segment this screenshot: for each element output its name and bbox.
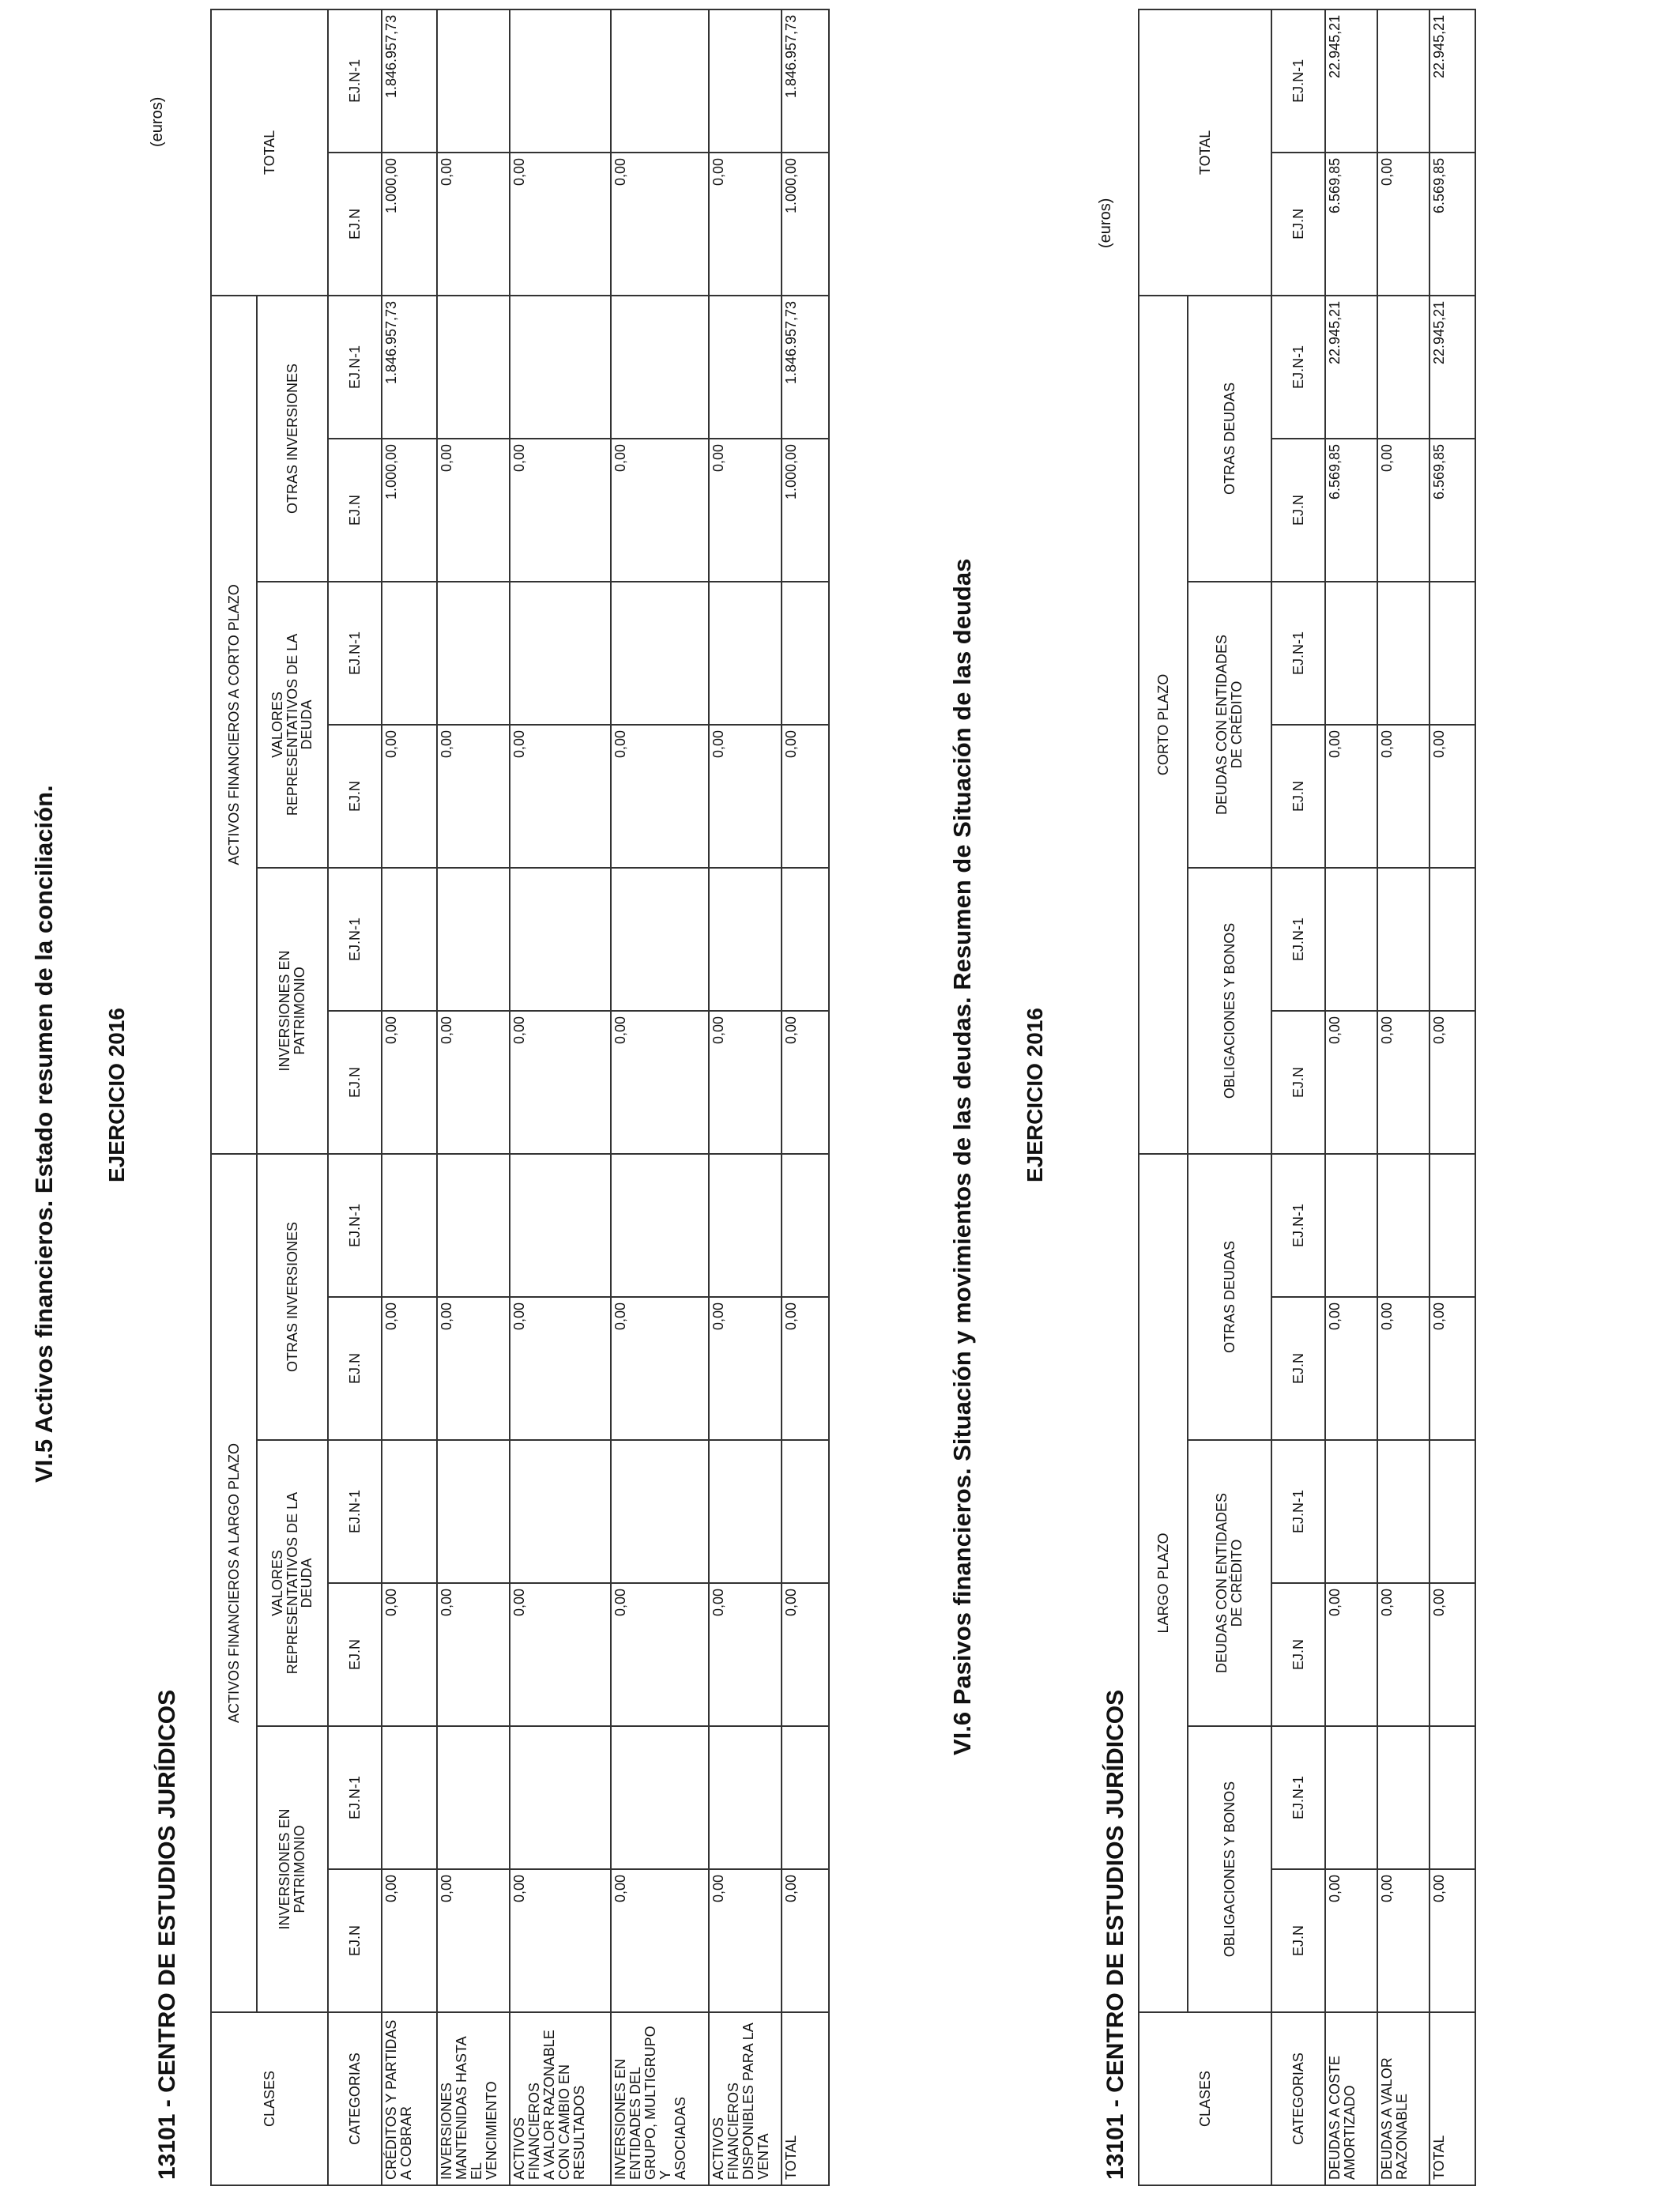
- value-cell: [709, 9, 782, 153]
- section-subtitle: EJERCICIO 2016: [104, 1008, 129, 1182]
- activos-table: [210, 9, 830, 2186]
- value-cell: 0,00: [611, 1869, 709, 2012]
- value-cell: [437, 582, 510, 725]
- header-categorias: CATEGORIAS: [1271, 2012, 1325, 2185]
- header-ejn: EJ.N: [328, 1011, 382, 1154]
- table-row: [1430, 9, 1475, 2185]
- header-ejn1: EJ.N-1: [328, 582, 382, 725]
- row-category: DEUDAS A VALOR RAZONABLE: [1377, 2012, 1430, 2185]
- value-cell: [1377, 1726, 1430, 1869]
- value-cell: 6.569,85: [1430, 439, 1475, 582]
- value-cell: 0,00: [1325, 1583, 1377, 1726]
- header-largo: ACTIVOS FINANCIEROS A LARGO PLAZO: [211, 1154, 257, 2012]
- value-cell: [1377, 9, 1430, 153]
- value-cell: [782, 582, 829, 725]
- value-cell: 0,00: [709, 439, 782, 582]
- value-cell: [382, 1726, 437, 1869]
- value-cell: 0,00: [782, 1583, 829, 1726]
- header-ejn1: EJ.N-1: [1271, 868, 1325, 1011]
- value-cell: 0,00: [510, 1583, 611, 1726]
- value-cell: 0,00: [510, 725, 611, 868]
- value-cell: 22.945,21: [1325, 9, 1377, 153]
- header-ejn1: EJ.N-1: [328, 1154, 382, 1297]
- value-cell: 0,00: [382, 725, 437, 868]
- value-cell: 1.000,00: [382, 439, 437, 582]
- value-cell: 0,00: [510, 439, 611, 582]
- value-cell: 0,00: [510, 1869, 611, 2012]
- header-entidades-cp: DEUDAS CON ENTIDADES DE CRÉDITO: [1188, 582, 1271, 868]
- value-cell: [437, 1726, 510, 1869]
- value-cell: [782, 868, 829, 1011]
- value-cell: 0,00: [1325, 1869, 1377, 2012]
- value-cell: 0,00: [437, 153, 510, 296]
- header-ejn1: EJ.N-1: [328, 1726, 382, 1869]
- row-category: CRÉDITOS Y PARTIDAS A COBRAR: [382, 2012, 437, 2185]
- value-cell: [611, 9, 709, 153]
- value-cell: [510, 1154, 611, 1297]
- unit-label: (euros): [1097, 198, 1114, 248]
- table-row: [611, 9, 709, 2185]
- value-cell: [510, 582, 611, 725]
- value-cell: 0,00: [510, 153, 611, 296]
- value-cell: 1.000,00: [382, 153, 437, 296]
- value-cell: 0,00: [611, 153, 709, 296]
- value-cell: 0,00: [1377, 1583, 1430, 1726]
- row-category: ACTIVOS FINANCIEROS A VALOR RAZONABLE CON CAMBIO EN RESULTADOS: [510, 2012, 611, 2185]
- value-cell: 0,00: [1325, 1297, 1377, 1440]
- value-cell: 1.846.957,73: [382, 296, 437, 439]
- value-cell: [709, 1154, 782, 1297]
- value-cell: [1325, 582, 1377, 725]
- header-obligaciones-cp: OBLIGACIONES Y BONOS: [1188, 868, 1271, 1154]
- value-cell: 0,00: [1430, 1869, 1475, 2012]
- value-cell: 0,00: [382, 1583, 437, 1726]
- value-cell: 0,00: [782, 1869, 829, 2012]
- value-cell: 0,00: [1377, 439, 1430, 582]
- value-cell: 0,00: [1430, 725, 1475, 868]
- header-inv-patrimonio-cp: INVERSIONES EN PATRIMONIO: [257, 868, 328, 1154]
- section-pasivos: [948, 0, 1680, 2194]
- value-cell: [611, 296, 709, 439]
- header-ejn1: EJ.N-1: [1271, 582, 1325, 725]
- table-row: [382, 9, 437, 2185]
- header-ejn1: EJ.N-1: [1271, 9, 1325, 153]
- value-cell: [437, 1154, 510, 1297]
- value-cell: [437, 868, 510, 1011]
- row-category: TOTAL: [1430, 2012, 1475, 2185]
- header-ejn: EJ.N: [1271, 439, 1325, 582]
- table-row: [1325, 9, 1377, 2185]
- value-cell: 0,00: [709, 1011, 782, 1154]
- value-cell: [611, 582, 709, 725]
- value-cell: 1.846.957,73: [782, 296, 829, 439]
- value-cell: [1325, 1440, 1377, 1583]
- value-cell: 0,00: [510, 1011, 611, 1154]
- value-cell: [382, 868, 437, 1011]
- value-cell: [1430, 1154, 1475, 1297]
- value-cell: [1325, 1726, 1377, 1869]
- row-category: TOTAL: [782, 2012, 829, 2185]
- table-row: [1377, 9, 1430, 2185]
- pasivos-rows: [1325, 9, 1475, 2185]
- value-cell: 0,00: [709, 1583, 782, 1726]
- value-cell: 0,00: [382, 1297, 437, 1440]
- value-cell: 0,00: [709, 1869, 782, 2012]
- value-cell: [1377, 1154, 1430, 1297]
- value-cell: 0,00: [1430, 1011, 1475, 1154]
- header-ejn1: EJ.N-1: [1271, 1726, 1325, 1869]
- value-cell: [709, 1440, 782, 1583]
- value-cell: 0,00: [437, 1297, 510, 1440]
- value-cell: [611, 1440, 709, 1583]
- value-cell: [510, 296, 611, 439]
- header-ejn1: EJ.N-1: [1271, 1154, 1325, 1297]
- header-corto: ACTIVOS FINANCIEROS A CORTO PLAZO: [211, 296, 257, 1154]
- header-ejn: EJ.N: [1271, 1583, 1325, 1726]
- value-cell: 0,00: [611, 1297, 709, 1440]
- value-cell: 0,00: [1377, 1869, 1430, 2012]
- value-cell: 0,00: [1325, 725, 1377, 868]
- header-ejn1: EJ.N-1: [1271, 296, 1325, 439]
- value-cell: 0,00: [611, 725, 709, 868]
- value-cell: [611, 1726, 709, 1869]
- header-ejn1: EJ.N-1: [328, 296, 382, 439]
- header-total: TOTAL: [211, 9, 328, 296]
- value-cell: [382, 1154, 437, 1297]
- value-cell: 0,00: [382, 1011, 437, 1154]
- value-cell: [1325, 1154, 1377, 1297]
- value-cell: 0,00: [709, 1297, 782, 1440]
- value-cell: [782, 1154, 829, 1297]
- value-cell: 0,00: [1325, 1011, 1377, 1154]
- header-ejn1: EJ.N-1: [328, 9, 382, 153]
- value-cell: [709, 296, 782, 439]
- table-row: [782, 9, 829, 2185]
- header-largo: LARGO PLAZO: [1139, 1154, 1188, 2012]
- header-valores-cp: VALORES REPRESENTATIVOS DE LA DEUDA: [257, 582, 328, 868]
- value-cell: [1430, 868, 1475, 1011]
- value-cell: 22.945,21: [1430, 9, 1475, 153]
- value-cell: 1.846.957,73: [382, 9, 437, 153]
- value-cell: [437, 1440, 510, 1583]
- value-cell: [510, 1726, 611, 1869]
- section-title: VI.5 Activos financieros. Estado resumen de la conciliación.: [30, 785, 58, 1483]
- header-ejn: EJ.N: [1271, 725, 1325, 868]
- value-cell: 0,00: [1377, 1011, 1430, 1154]
- value-cell: 6.569,85: [1325, 153, 1377, 296]
- header-ejn: EJ.N: [328, 725, 382, 868]
- header-total: TOTAL: [1139, 9, 1271, 296]
- header-ejn: EJ.N: [1271, 153, 1325, 296]
- header-otras-lp: OTRAS INVERSIONES: [257, 1154, 328, 1440]
- header-clases: CLASES: [211, 2012, 328, 2185]
- header-ejn: EJ.N: [1271, 1297, 1325, 1440]
- value-cell: 0,00: [611, 439, 709, 582]
- value-cell: 0,00: [437, 725, 510, 868]
- value-cell: 0,00: [437, 1011, 510, 1154]
- value-cell: [437, 9, 510, 153]
- value-cell: [1430, 1726, 1475, 1869]
- header-ejn: EJ.N: [1271, 1869, 1325, 2012]
- row-category: DEUDAS A COSTE AMORTIZADO: [1325, 2012, 1377, 2185]
- row-category: INVERSIONES EN ENTIDADES DEL GRUPO, MULTIGRUPO Y ASOCIADAS: [611, 2012, 709, 2185]
- value-cell: [510, 9, 611, 153]
- header-ejn: EJ.N: [328, 153, 382, 296]
- value-cell: 0,00: [611, 1011, 709, 1154]
- value-cell: 0,00: [709, 153, 782, 296]
- value-cell: 6.569,85: [1430, 153, 1475, 296]
- section-title: VI.6 Pasivos financieros. Situación y movimientos de las deudas. Resumen de Situación de las deudas: [948, 558, 976, 1755]
- header-ejn: EJ.N: [328, 1583, 382, 1726]
- value-cell: 0,00: [782, 1011, 829, 1154]
- value-cell: 1.000,00: [782, 439, 829, 582]
- value-cell: [437, 296, 510, 439]
- value-cell: 0,00: [1377, 153, 1430, 296]
- header-ejn: EJ.N: [328, 1869, 382, 2012]
- value-cell: [510, 1440, 611, 1583]
- value-cell: [1430, 582, 1475, 725]
- activos-rows: [382, 9, 829, 2185]
- header-clases: CLASES: [1139, 2012, 1271, 2185]
- header-entidades-lp: DEUDAS CON ENTIDADES DE CRÉDITO: [1188, 1440, 1271, 1726]
- value-cell: [1325, 868, 1377, 1011]
- value-cell: [782, 1726, 829, 1869]
- section-subtitle: EJERCICIO 2016: [1023, 1008, 1047, 1182]
- value-cell: [782, 1440, 829, 1583]
- value-cell: 0,00: [611, 1583, 709, 1726]
- value-cell: [1377, 1440, 1430, 1583]
- header-ejn: EJ.N: [328, 439, 382, 582]
- value-cell: [709, 1726, 782, 1869]
- value-cell: 0,00: [437, 1869, 510, 2012]
- value-cell: 0,00: [709, 725, 782, 868]
- row-category: ACTIVOS FINANCIEROS DISPONIBLES PARA LA VENTA: [709, 2012, 782, 2185]
- header-obligaciones-lp: OBLIGACIONES Y BONOS: [1188, 1726, 1271, 2012]
- value-cell: 0,00: [1430, 1583, 1475, 1726]
- entity-name: 13101 - CENTRO DE ESTUDIOS JURÍDICOS: [1102, 1689, 1128, 2180]
- value-cell: 0,00: [782, 1297, 829, 1440]
- value-cell: [382, 1440, 437, 1583]
- value-cell: 0,00: [1377, 1297, 1430, 1440]
- value-cell: [382, 582, 437, 725]
- header-otras-cp: OTRAS INVERSIONES: [257, 296, 328, 582]
- header-ejn: EJ.N: [1271, 1011, 1325, 1154]
- value-cell: 0,00: [1430, 1297, 1475, 1440]
- unit-label: (euros): [149, 96, 166, 147]
- value-cell: 0,00: [782, 725, 829, 868]
- table-row: [510, 9, 611, 2185]
- value-cell: 22.945,21: [1430, 296, 1475, 439]
- header-categorias: CATEGORIAS: [328, 2012, 382, 2185]
- pasivos-table: [1138, 9, 1476, 2186]
- entity-name: 13101 - CENTRO DE ESTUDIOS JURÍDICOS: [154, 1689, 180, 2180]
- value-cell: 0,00: [1377, 725, 1430, 868]
- header-valores-lp: VALORES REPRESENTATIVOS DE LA DEUDA: [257, 1440, 328, 1726]
- value-cell: [1377, 868, 1430, 1011]
- header-otras-lp: OTRAS DEUDAS: [1188, 1154, 1271, 1440]
- row-category: INVERSIONES MANTENIDAS HASTA EL VENCIMIENTO: [437, 2012, 510, 2185]
- value-cell: [709, 582, 782, 725]
- value-cell: [611, 868, 709, 1011]
- value-cell: 6.569,85: [1325, 439, 1377, 582]
- table-row: [437, 9, 510, 2185]
- value-cell: 0,00: [382, 1869, 437, 2012]
- value-cell: [1430, 1440, 1475, 1583]
- header-ejn: EJ.N: [328, 1297, 382, 1440]
- header-otras-cp: OTRAS DEUDAS: [1188, 296, 1271, 582]
- header-ejn1: EJ.N-1: [1271, 1440, 1325, 1583]
- value-cell: 1.000,00: [782, 153, 829, 296]
- header-corto: CORTO PLAZO: [1139, 296, 1188, 1154]
- header-ejn1: EJ.N-1: [328, 1440, 382, 1583]
- value-cell: [611, 1154, 709, 1297]
- value-cell: 0,00: [510, 1297, 611, 1440]
- header-ejn1: EJ.N-1: [328, 868, 382, 1011]
- value-cell: 0,00: [437, 439, 510, 582]
- value-cell: 1.846.957,73: [782, 9, 829, 153]
- value-cell: [1377, 296, 1430, 439]
- value-cell: [1377, 582, 1430, 725]
- value-cell: [510, 868, 611, 1011]
- header-inv-patrimonio-lp: INVERSIONES EN PATRIMONIO: [257, 1726, 328, 2012]
- value-cell: [709, 868, 782, 1011]
- table-row: [709, 9, 782, 2185]
- value-cell: 22.945,21: [1325, 296, 1377, 439]
- value-cell: 0,00: [437, 1583, 510, 1726]
